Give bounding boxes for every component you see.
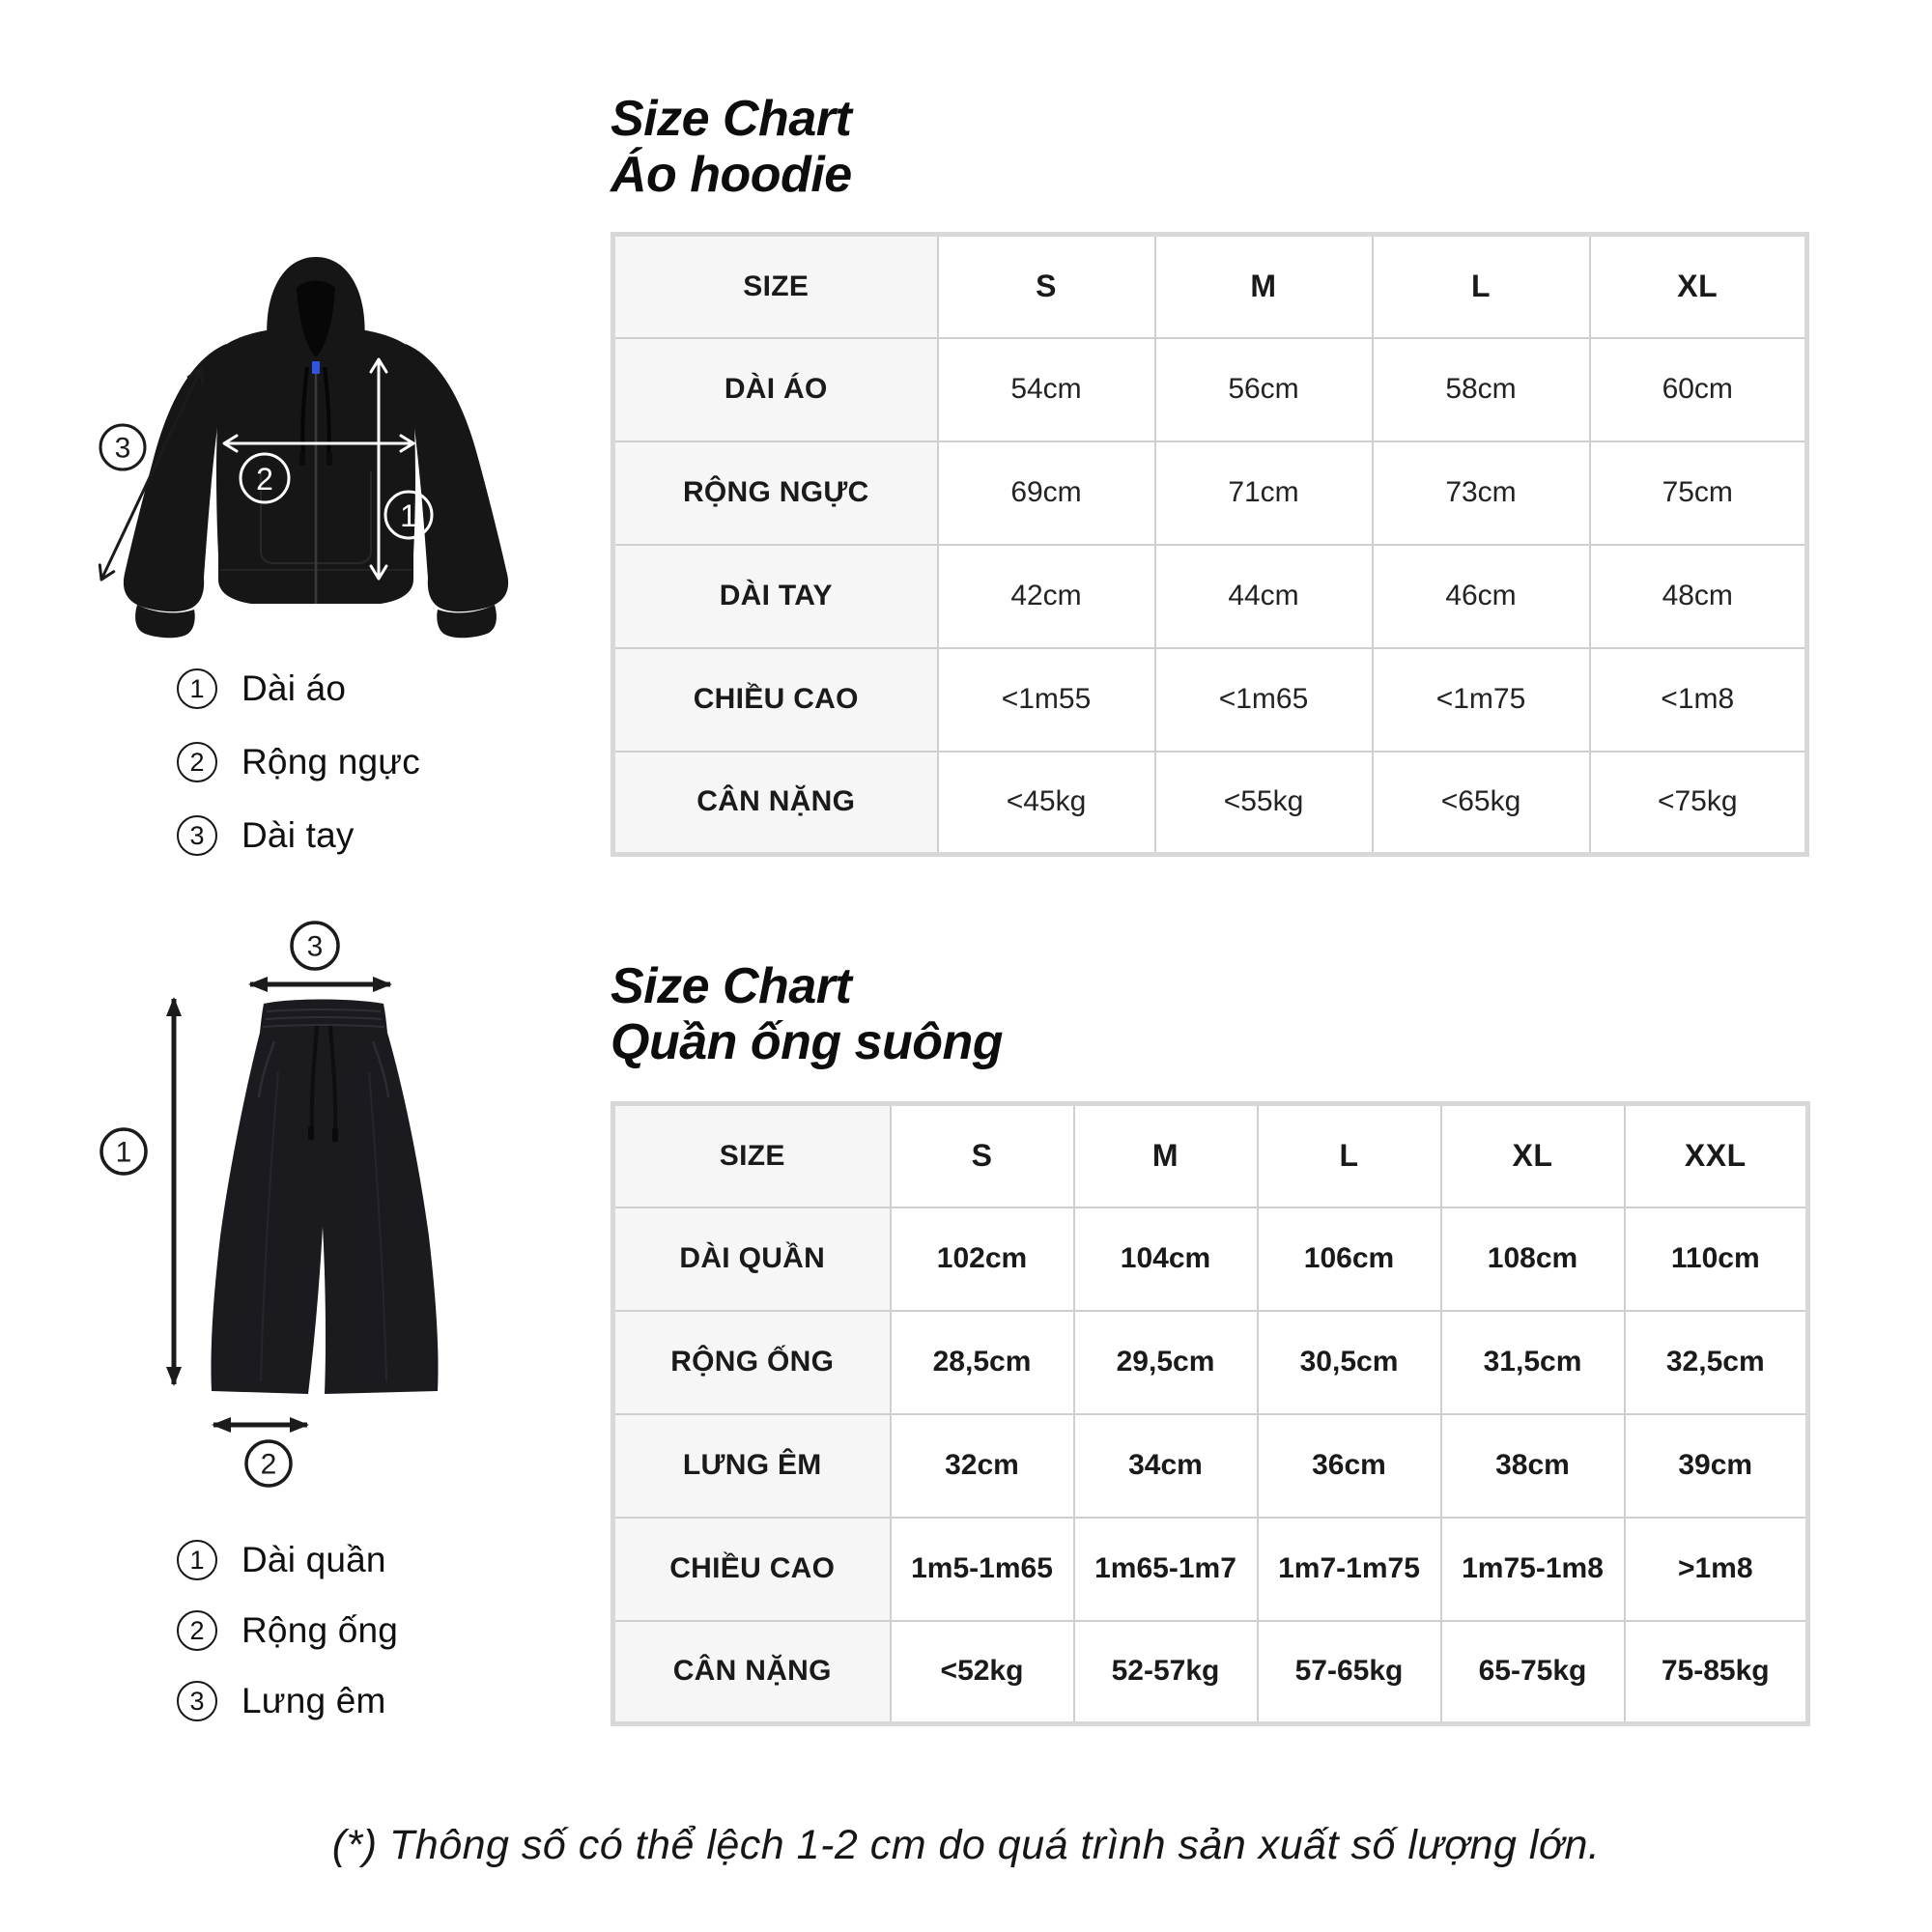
- hoodie-badge-1-number: 1: [400, 498, 417, 533]
- pants-title-line2: Quần ống suông: [611, 1014, 1004, 1071]
- table-cell: 38cm: [1441, 1414, 1625, 1518]
- table-header-cell: S: [938, 235, 1155, 338]
- table-cell: 106cm: [1258, 1208, 1441, 1311]
- legend-label: Rộng ngực: [242, 742, 420, 781]
- row-label-cell: CÂN NẶNG: [613, 1621, 891, 1724]
- table-cell: 58cm: [1373, 338, 1590, 441]
- table-cell: 60cm: [1590, 338, 1807, 441]
- table-row: [613, 545, 1807, 648]
- pants-legend: [177, 1540, 398, 1721]
- table-cell: 75cm: [1590, 441, 1807, 545]
- row-label-cell: CÂN NẶNG: [613, 752, 938, 855]
- table-cell: 28,5cm: [891, 1311, 1074, 1414]
- table-header-cell: M: [1155, 235, 1373, 338]
- table-cell: <1m75: [1373, 648, 1590, 752]
- table-cell: 57-65kg: [1258, 1621, 1441, 1724]
- legend-label: Dài tay: [242, 815, 355, 855]
- table-cell: 102cm: [891, 1208, 1074, 1311]
- hoodie-chart-title: [611, 91, 852, 203]
- table-cell: 1m5-1m65: [891, 1518, 1074, 1621]
- legend-item: [177, 1540, 398, 1580]
- footer-note: (*) Thông số có thể lệch 1-2 cm do quá trình sản xuất số lượng lớn.: [331, 1822, 1601, 1868]
- table-header-cell: M: [1074, 1104, 1258, 1208]
- table-header-cell: L: [1373, 235, 1590, 338]
- hoodie-badge-3-number: 3: [114, 432, 131, 465]
- table-row: [613, 1414, 1808, 1518]
- table-cell: 42cm: [938, 545, 1155, 648]
- circled-number-badge: 3: [177, 1681, 217, 1721]
- legend-label: Lưng êm: [242, 1681, 386, 1720]
- table-cell: 104cm: [1074, 1208, 1258, 1311]
- table-cell: 30,5cm: [1258, 1311, 1441, 1414]
- table-cell: 36cm: [1258, 1414, 1441, 1518]
- table-header-cell: XXL: [1625, 1104, 1808, 1208]
- table-row: [613, 1311, 1808, 1414]
- hoodie-badge-2-number: 2: [256, 462, 273, 497]
- circled-number-badge: 1: [177, 668, 217, 709]
- pants-size-table: [611, 1101, 1810, 1726]
- table-header-cell: L: [1258, 1104, 1441, 1208]
- table-cell: 48cm: [1590, 545, 1807, 648]
- table-cell: 56cm: [1155, 338, 1373, 441]
- row-label-cell: LƯNG ÊM: [613, 1414, 891, 1518]
- table-header-cell: S: [891, 1104, 1074, 1208]
- table-cell: 34cm: [1074, 1414, 1258, 1518]
- circled-number-badge: 1: [177, 1540, 217, 1580]
- table-row: [613, 1518, 1808, 1621]
- pants-diagram: [77, 918, 464, 1536]
- table-cell: 69cm: [938, 441, 1155, 545]
- table-cell: 108cm: [1441, 1208, 1625, 1311]
- table-cell: 1m65-1m7: [1074, 1518, 1258, 1621]
- table-cell: <75kg: [1590, 752, 1807, 855]
- pants-badge-1-number: 1: [115, 1136, 132, 1169]
- table-cell: 110cm: [1625, 1208, 1808, 1311]
- table-cell: 46cm: [1373, 545, 1590, 648]
- table-cell: 32cm: [891, 1414, 1074, 1518]
- legend-label: Rộng ống: [242, 1610, 399, 1650]
- table-cell: 1m7-1m75: [1258, 1518, 1441, 1621]
- circled-number-badge: 2: [177, 1610, 217, 1651]
- table-cell: 75-85kg: [1625, 1621, 1808, 1724]
- table-cell: <1m8: [1590, 648, 1807, 752]
- table-header-row: [613, 1104, 1808, 1208]
- table-cell: <1m55: [938, 648, 1155, 752]
- table-cell: 1m75-1m8: [1441, 1518, 1625, 1621]
- legend-item: [177, 815, 420, 856]
- pants-silhouette: [211, 1000, 438, 1395]
- circled-number-badge: 2: [177, 742, 217, 782]
- hoodie-title-line1: Size Chart: [611, 91, 852, 147]
- table-header-cell: SIZE: [613, 1104, 891, 1208]
- legend-item: [177, 1681, 398, 1721]
- table-row: [613, 338, 1807, 441]
- table-cell: 31,5cm: [1441, 1311, 1625, 1414]
- hoodie-diagram: [77, 232, 560, 657]
- hoodie-legend: [177, 668, 420, 856]
- table-cell: 29,5cm: [1074, 1311, 1258, 1414]
- table-cell: 73cm: [1373, 441, 1590, 545]
- table-header-cell: XL: [1590, 235, 1807, 338]
- legend-label: Dài áo: [242, 668, 347, 708]
- table-row: [613, 752, 1807, 855]
- table-cell: 54cm: [938, 338, 1155, 441]
- table-cell: <55kg: [1155, 752, 1373, 855]
- table-cell: 32,5cm: [1625, 1311, 1808, 1414]
- pants-badge-3-number: 3: [306, 930, 324, 963]
- table-row: [613, 648, 1807, 752]
- row-label-cell: DÀI QUẦN: [613, 1208, 891, 1311]
- pants-chart-title: [611, 958, 1003, 1070]
- table-row: [613, 1621, 1808, 1724]
- legend-item: [177, 742, 420, 782]
- hoodie-size-table: [611, 232, 1809, 857]
- table-cell: 39cm: [1625, 1414, 1808, 1518]
- table-cell: >1m8: [1625, 1518, 1808, 1621]
- hoodie-title-line2: Áo hoodie: [611, 147, 852, 204]
- table-cell: <1m65: [1155, 648, 1373, 752]
- table-header-cell: XL: [1441, 1104, 1625, 1208]
- table-row: [613, 441, 1807, 545]
- legend-item: [177, 668, 420, 709]
- table-cell: <65kg: [1373, 752, 1590, 855]
- table-cell: 44cm: [1155, 545, 1373, 648]
- circled-number-badge: 3: [177, 815, 217, 856]
- row-label-cell: CHIỀU CAO: [613, 1518, 891, 1621]
- zipper-accent: [312, 361, 320, 374]
- row-label-cell: RỘNG ỐNG: [613, 1311, 891, 1414]
- table-header-row: [613, 235, 1807, 338]
- row-label-cell: CHIỀU CAO: [613, 648, 938, 752]
- table-cell: 71cm: [1155, 441, 1373, 545]
- table-row: [613, 1208, 1808, 1311]
- table-cell: <52kg: [891, 1621, 1074, 1724]
- row-label-cell: DÀI TAY: [613, 545, 938, 648]
- row-label-cell: RỘNG NGỰC: [613, 441, 938, 545]
- legend-label: Dài quần: [242, 1540, 386, 1579]
- table-cell: 65-75kg: [1441, 1621, 1625, 1724]
- table-cell: <45kg: [938, 752, 1155, 855]
- pants-badge-2-number: 2: [260, 1448, 277, 1481]
- row-label-cell: DÀI ÁO: [613, 338, 938, 441]
- table-cell: 52-57kg: [1074, 1621, 1258, 1724]
- table-header-cell: SIZE: [613, 235, 938, 338]
- pants-title-line1: Size Chart: [611, 958, 852, 1014]
- legend-item: [177, 1610, 398, 1651]
